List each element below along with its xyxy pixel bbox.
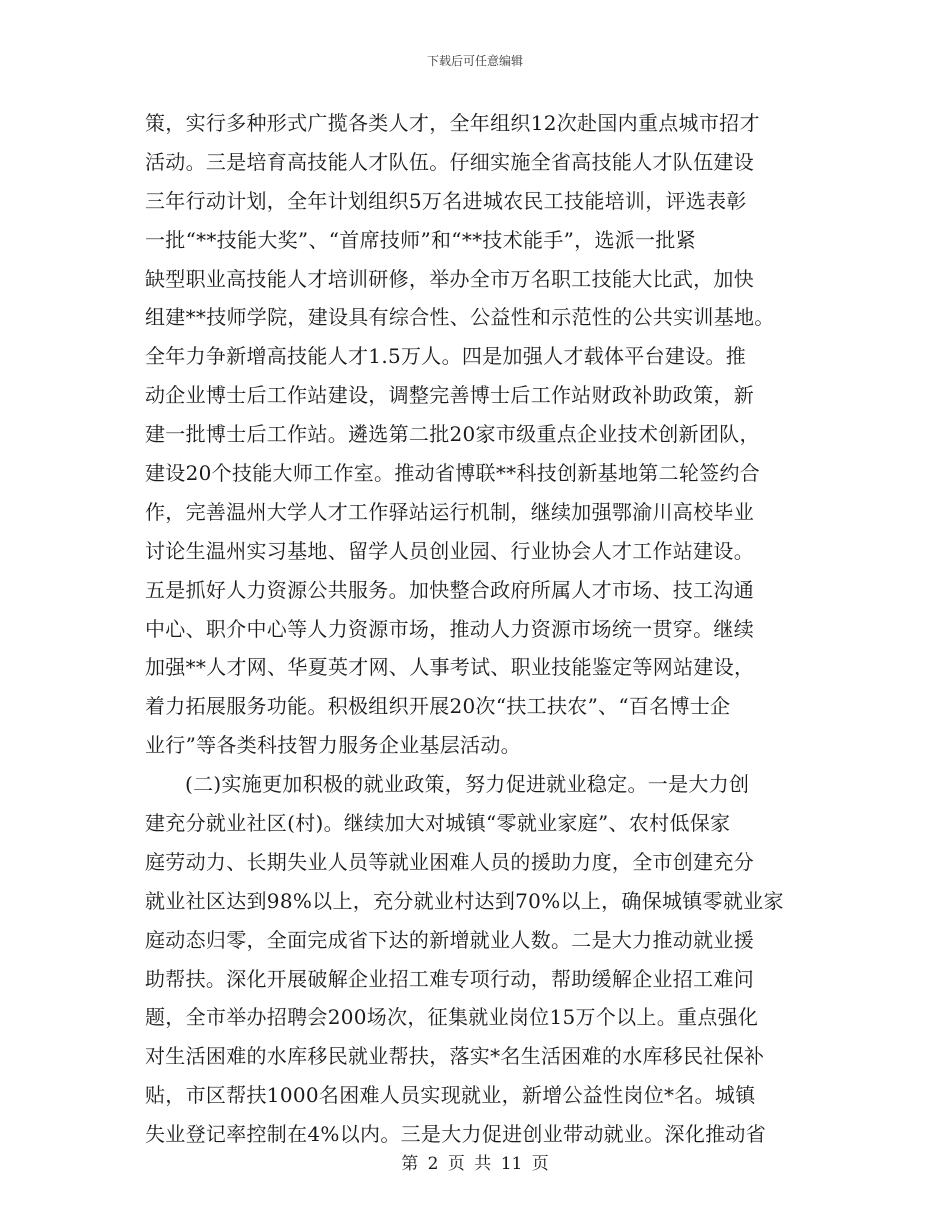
text-line: 中心、职介中心等人力资源市场，推动人力资源市场统一贯穿。继续 <box>145 616 754 641</box>
text-line: 失业登记率控制在4%以内。三是大力促进创业带动就业。深化推动省 <box>145 1122 767 1147</box>
text-line: 就业社区达到98%以上，充分就业村达到70%以上，确保城镇零就业家 <box>145 888 784 913</box>
text-line: 助帮扶。深化开展破解企业招工难专项行动，帮助缓解企业招工难问 <box>145 966 754 991</box>
text-line: 缺型职业高技能人才培训研修，举办全市万名职工技能大比武，加快 <box>145 266 754 291</box>
text-line: 着力拓展服务功能。积极组织开展20次“扶工扶农”、“百名博士企 <box>145 694 731 719</box>
text-line: 组建**技师学院，建设具有综合性、公益性和示范性的公共实训基地。 <box>145 305 775 330</box>
text-line: 庭动态归零，全面完成省下达的新增就业人数。二是大力推动就业援 <box>145 927 754 952</box>
text-line: 作，完善温州大学人才工作驿站运行机制，继续加强鄂渝川高校毕业 <box>145 499 754 524</box>
text-line: 对生活困难的水库移民就业帮扶，落实*名生活困难的水库移民社保补 <box>145 1044 765 1069</box>
text-line: 贴，市区帮扶1000名困难人员实现就业，新增公益性岗位*名。城镇 <box>145 1083 756 1108</box>
text-line: 策，实行多种形式广揽各类人才，全年组织12次赴国内重点城市招才 <box>145 111 760 135</box>
text-line: 全年力争新增高技能人才1.5万人。四是加强人才载体平台建设。推 <box>145 344 747 369</box>
text-line: 业行”等各类科技智力服务企业基层活动。 <box>145 733 521 758</box>
text-line: 题，全市举办招聘会200场次，征集就业岗位15万个以上。重点强化 <box>145 1005 759 1030</box>
text-line: 讨论生温州实习基地、留学人员创业园、行业协会人才工作站建设。 <box>145 538 754 563</box>
text-line: 建充分就业社区(村)。继续加大对城镇“零就业家庭”、农村低保家 <box>145 811 731 836</box>
document-body <box>145 104 810 1154</box>
text-line: 动企业博士后工作站建设，调整完善博士后工作站财政补助政策，新 <box>145 383 754 408</box>
text-line: 建一批博士后工作站。遴选第二批20家市级重点企业技术创新团队， <box>145 422 760 447</box>
page-number-footer: 第 2 页 共 11 页 <box>401 1154 549 1174</box>
text-line: 加强**人才网、华夏英才网、人事考试、职业技能鉴定等网站建设， <box>145 655 755 680</box>
text-line: 五是抓好人力资源公共服务。加快整合政府所属人才市场、技工沟通 <box>145 577 754 602</box>
paragraph-start-line: (二)实施更加积极的就业政策，努力促进就业稳定。一是大力创 <box>185 772 750 797</box>
text-line: 一批“**技能大奖”、“首席技师”和“**技术能手”，选派一批紧 <box>145 227 696 252</box>
text-line: 三年行动计划，全年计划组织5万名进城农民工技能培训，评选表彰 <box>145 188 747 213</box>
text-line: 建设20个技能大师工作室。推动省博联**科技创新基地第二轮签约合 <box>145 461 761 486</box>
page-header: 下载后可任意编辑 <box>426 54 523 68</box>
text-line: 庭劳动力、长期失业人员等就业困难人员的援助力度，全市创建充分 <box>145 849 754 874</box>
text-line: 活动。三是培育高技能人才队伍。仔细实施全省高技能人才队伍建设 <box>145 149 754 174</box>
